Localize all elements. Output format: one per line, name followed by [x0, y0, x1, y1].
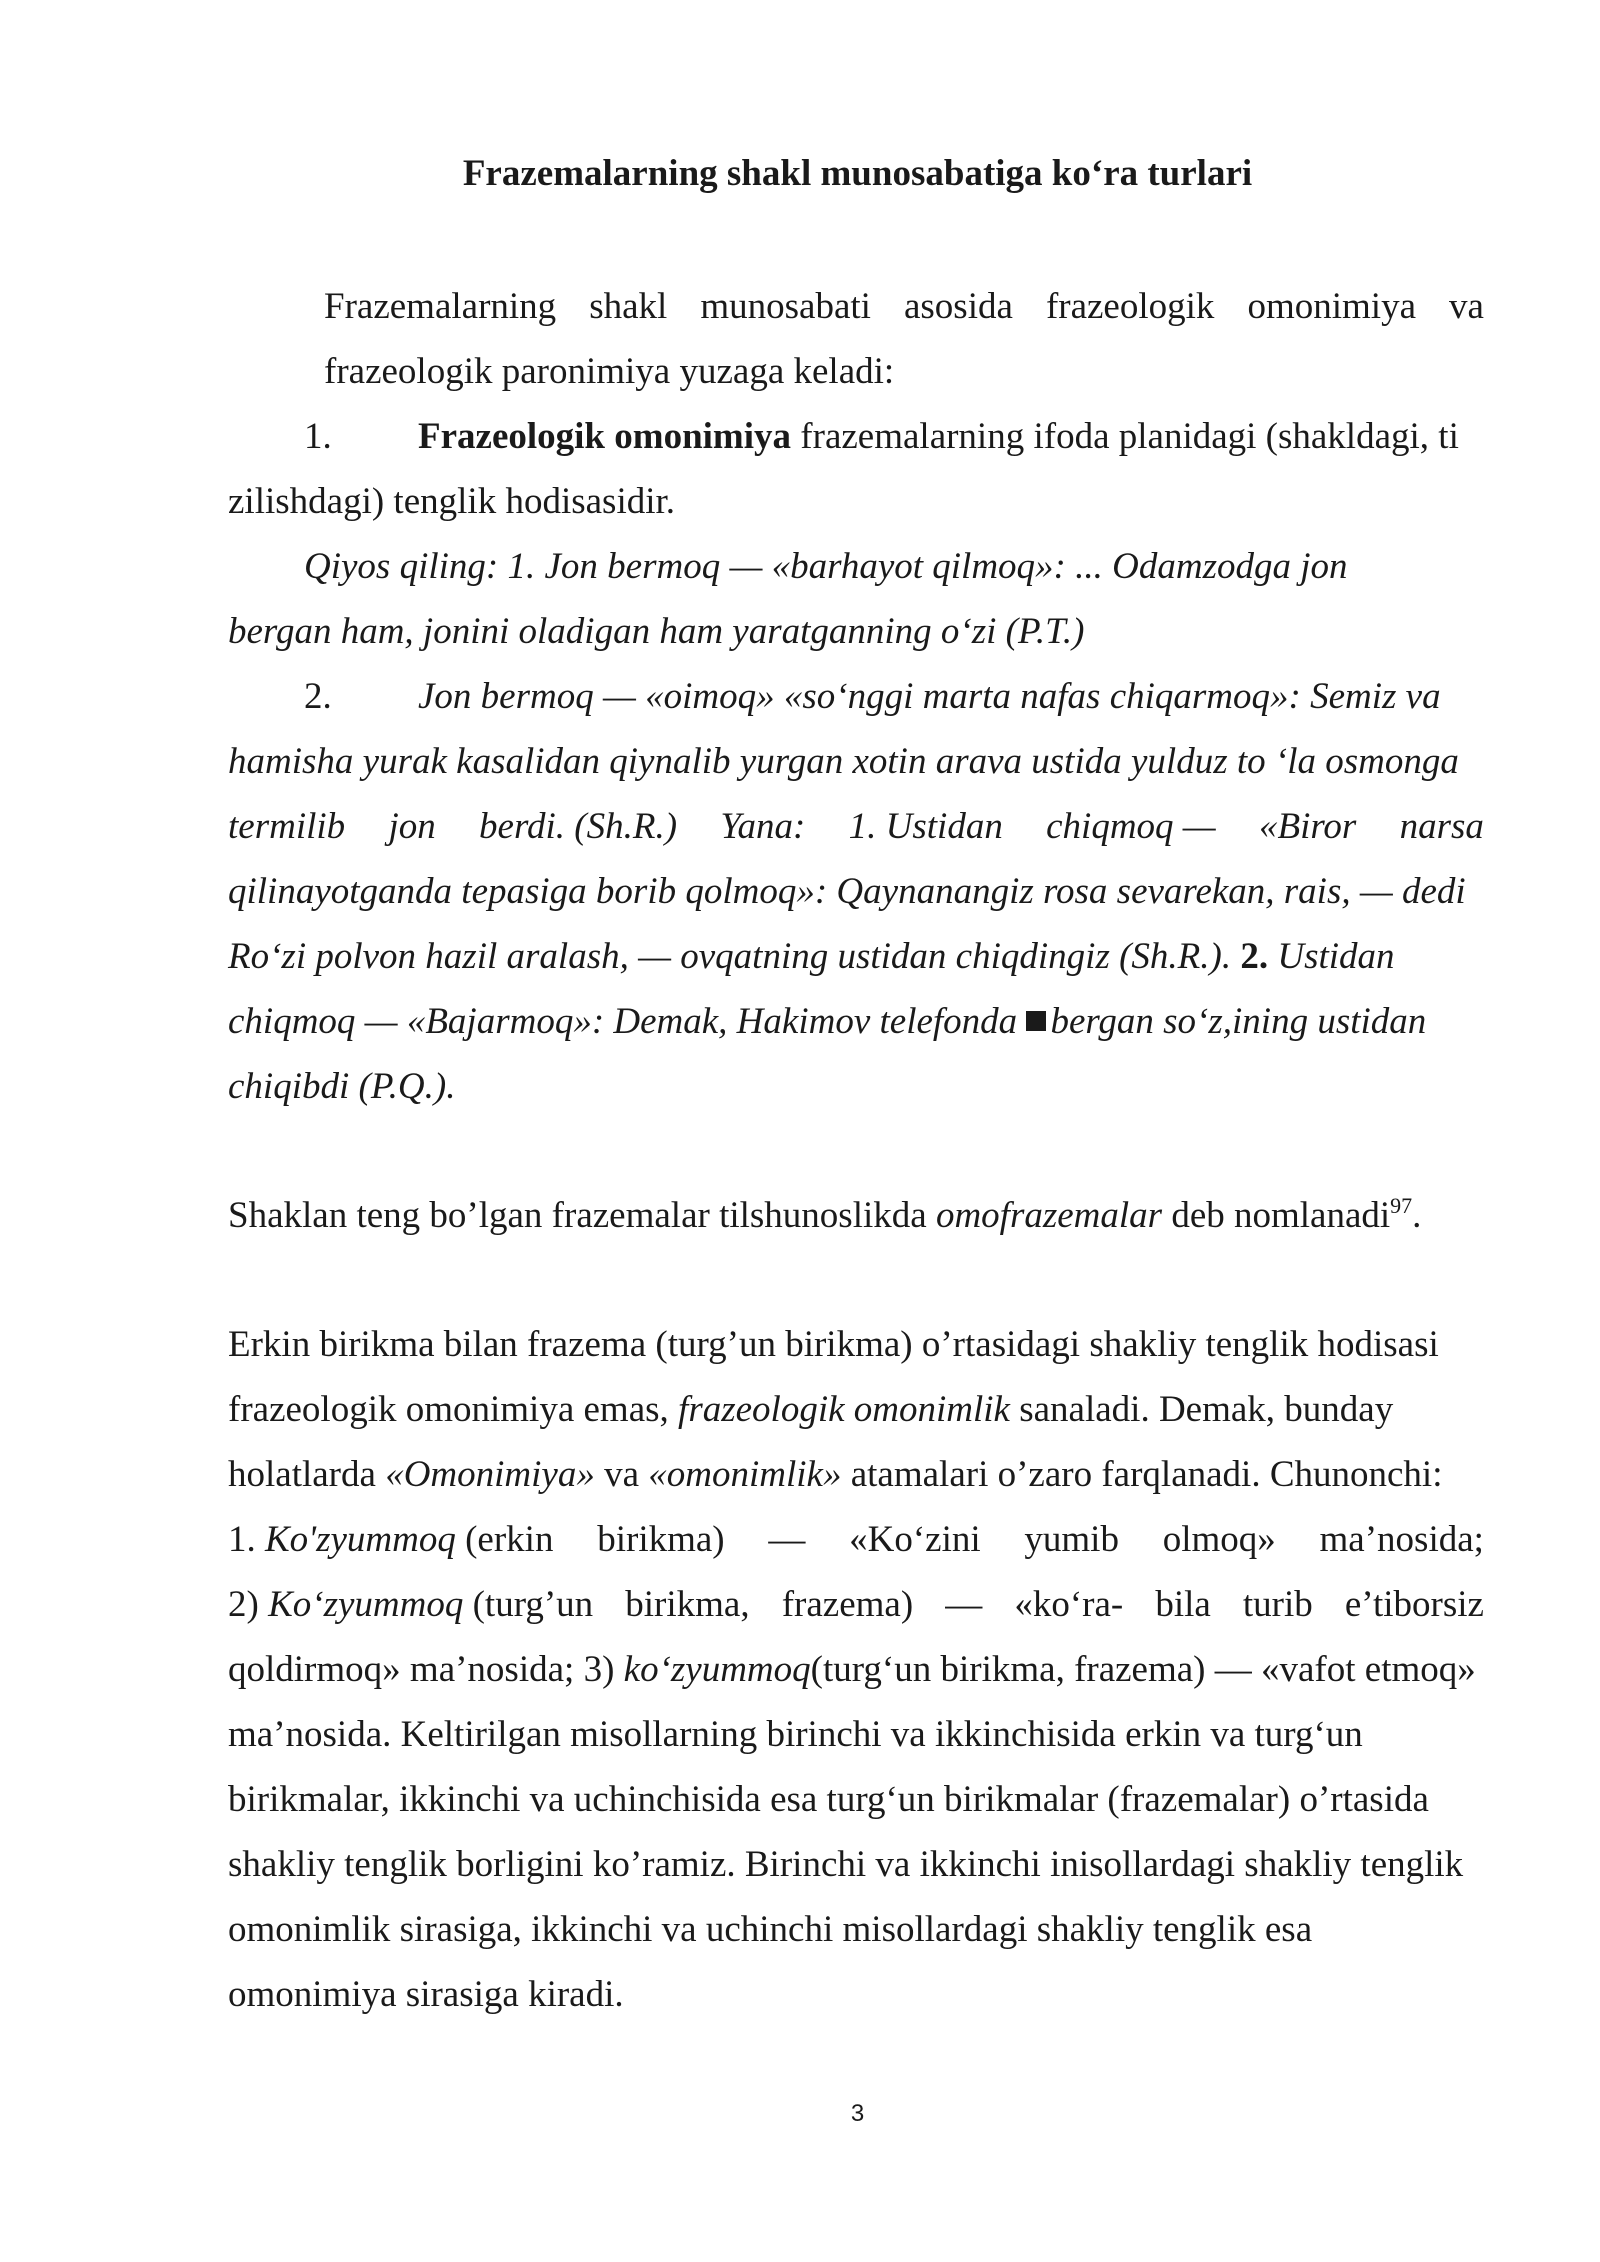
- word: va: [1449, 286, 1484, 327]
- word: birikma): [597, 1519, 725, 1560]
- shaklan-text: .: [1412, 1195, 1422, 1236]
- word: yumib: [1024, 1519, 1119, 1560]
- page-number: 3: [850, 2100, 865, 2127]
- item2-line-2: [228, 738, 1459, 786]
- word: munosabati: [700, 286, 871, 327]
- term-frazeologik-omonimiya: Frazeologik omonimiya: [418, 416, 792, 457]
- item2-line-1: [418, 673, 1441, 721]
- word: omonimiya: [1247, 286, 1416, 327]
- bold-number: 2.: [1240, 936, 1269, 977]
- item2-line-6: [228, 998, 1426, 1046]
- black-square-icon: [1026, 1011, 1046, 1031]
- word: bila: [1155, 1584, 1211, 1625]
- item2-line-4: [228, 868, 1466, 916]
- erkin-line-8: birikmalar, ikkinchi va uchinchisida esa turg‘un birikmalar (frazemalar) o’rtasida: [228, 1779, 1429, 1820]
- erkin-text: va: [604, 1454, 640, 1495]
- word: «ko‘ra-: [1014, 1584, 1124, 1625]
- word: —: [945, 1584, 983, 1625]
- item2-text: qilinayotganda tepasiga borib qolmoq»: Qaynanangiz rosa sevarekan, rais, — dedi: [228, 871, 1466, 912]
- word: 1. Ustidan: [848, 806, 1003, 847]
- example-text: Qiyos qiling: 1. Jon bermoq — «barhayot qilmoq»: ... Odamzodga jon: [304, 546, 1348, 587]
- word: «Ko‘zini: [849, 1519, 981, 1560]
- page-title: Frazemalarning shakl munosabatiga ko‘ra turlari: [462, 153, 1253, 194]
- word: frazeologik: [1045, 286, 1215, 327]
- item2-text: Ro‘zi polvon hazil aralash, — ovqatning ustidan chiqdingiz (Sh.R.).: [228, 936, 1232, 977]
- word: olmoq»: [1162, 1519, 1276, 1560]
- intro-line-1: [324, 283, 1484, 331]
- word: 2): [228, 1584, 259, 1625]
- list-number-1: 1.: [304, 416, 332, 457]
- erkin-line-11: omonimiya sirasiga kiradi.: [228, 1974, 624, 2015]
- word: turib: [1242, 1584, 1313, 1625]
- word: shakl: [589, 286, 668, 327]
- erkin-line-10: omonimlik sirasiga, ikkinchi va uchinchi misollardagi shakliy tenglik esa: [228, 1909, 1313, 1950]
- word: berdi. (Sh.R.): [479, 806, 678, 847]
- term-omonimlik: «omonimlik»: [648, 1454, 842, 1495]
- item2-text: hamisha yurak kasalidan qiynalib yurgan xotin arava ustida yulduz to ‘la osmonga: [228, 741, 1459, 782]
- term-omofrazemalar: omofrazemalar: [935, 1195, 1163, 1236]
- erkin-line-1: Erkin birikma bilan frazema (turg’un birikma) o’rtasidagi shakliy tenglik hodisasi: [228, 1324, 1439, 1365]
- item2-text: bergan so‘z,ining ustidan: [1050, 1001, 1427, 1042]
- item1-line-2: zilishdagi) tenglik hodisasidir.: [228, 481, 676, 522]
- shaklan-text: Shaklan teng bo’lgan frazemalar tilshunoslikda: [228, 1195, 927, 1236]
- word: [228, 1581, 593, 1629]
- erkin-line-5: [228, 1581, 1484, 1629]
- erkin-line-6: [228, 1646, 1476, 1694]
- word: ma’nosida;: [1319, 1519, 1484, 1560]
- word: e’tiborsiz: [1344, 1584, 1484, 1625]
- word: —: [768, 1519, 806, 1560]
- word: chiqmoq —: [1046, 806, 1216, 847]
- footnote-ref: 97: [1390, 1193, 1413, 1218]
- word: birikma,: [625, 1584, 750, 1625]
- word: Yana:: [720, 806, 806, 847]
- example-line-1: [304, 543, 1348, 591]
- erkin-text: frazeologik omonimiya emas,: [228, 1389, 669, 1430]
- word: (turg’un: [472, 1584, 594, 1625]
- example-line-2: [228, 608, 1084, 656]
- item2-text: chiqibdi (P.Q.).: [228, 1066, 456, 1107]
- term-kozyummoq: ko‘zyummoq: [623, 1649, 811, 1690]
- example-text: bergan ham, jonini oladigan ham yaratganning o‘zi (P.T.): [228, 611, 1085, 652]
- word: termilib: [228, 806, 346, 847]
- item2-text: Jon bermoq — «oimoq» «so‘nggi marta nafas chiqarmoq»: Semiz va: [418, 676, 1441, 717]
- item2-line-7: [228, 1063, 455, 1111]
- term-omonimiya: «Omonimiya»: [385, 1454, 595, 1495]
- shaklan-text: deb nomlanadi: [1171, 1195, 1391, 1236]
- intro-line-2: frazeologik paronimiya yuzaga keladi:: [324, 351, 895, 392]
- shaklan-paragraph: [228, 1192, 1421, 1240]
- erkin-line-2: [228, 1386, 1393, 1434]
- word: 1.: [228, 1519, 256, 1560]
- list-number-2: 2.: [304, 676, 332, 717]
- term-kozyummoq: Ko‘zyummoq: [268, 1584, 464, 1625]
- word: «Biror: [1259, 806, 1357, 847]
- word: jon: [388, 806, 436, 847]
- erkin-line-4: [228, 1516, 1484, 1564]
- erkin-text: atamalari o’zaro farqlanadi. Chunonchi:: [850, 1454, 1443, 1495]
- item1-line-1: [418, 413, 1459, 461]
- word: asosida: [903, 286, 1013, 327]
- erkin-text: sanaladi. Demak, bunday: [1019, 1389, 1394, 1430]
- erkin-line-7: ma’nosida. Keltirilgan misollarning birinchi va ikkinchisida erkin va turg‘un: [228, 1714, 1363, 1755]
- erkin-text: qoldirmoq» ma’nosida; 3): [228, 1649, 615, 1690]
- item2-text: chiqmoq — «Bajarmoq»: Demak, Hakimov telefonda: [228, 1001, 1018, 1042]
- term-frazeologik-omonimlik: frazeologik omonimlik: [678, 1389, 1010, 1430]
- word: [228, 1516, 553, 1564]
- item2-line-5: [228, 933, 1395, 981]
- word: Frazemalarning: [324, 286, 557, 327]
- item2-text: Ustidan: [1277, 936, 1395, 977]
- erkin-text: holatlarda: [228, 1454, 376, 1495]
- word: (erkin: [465, 1519, 554, 1560]
- term-kozyummoq: Ko'zyummoq: [265, 1519, 456, 1560]
- erkin-text: (turg‘un birikma, frazema) — «vafot etmoq»: [810, 1649, 1476, 1690]
- item1-text: frazemalarning ifoda planidagi (shakldagi, ti: [800, 416, 1459, 457]
- word: frazema): [781, 1584, 914, 1625]
- item2-line-3: [228, 803, 1484, 851]
- word: narsa: [1399, 806, 1484, 847]
- erkin-line-9: shakliy tenglik borligini ko’ramiz. Birinchi va ikkinchi inisollardagi shakliy tenglik: [228, 1844, 1464, 1885]
- erkin-line-3: [228, 1451, 1442, 1499]
